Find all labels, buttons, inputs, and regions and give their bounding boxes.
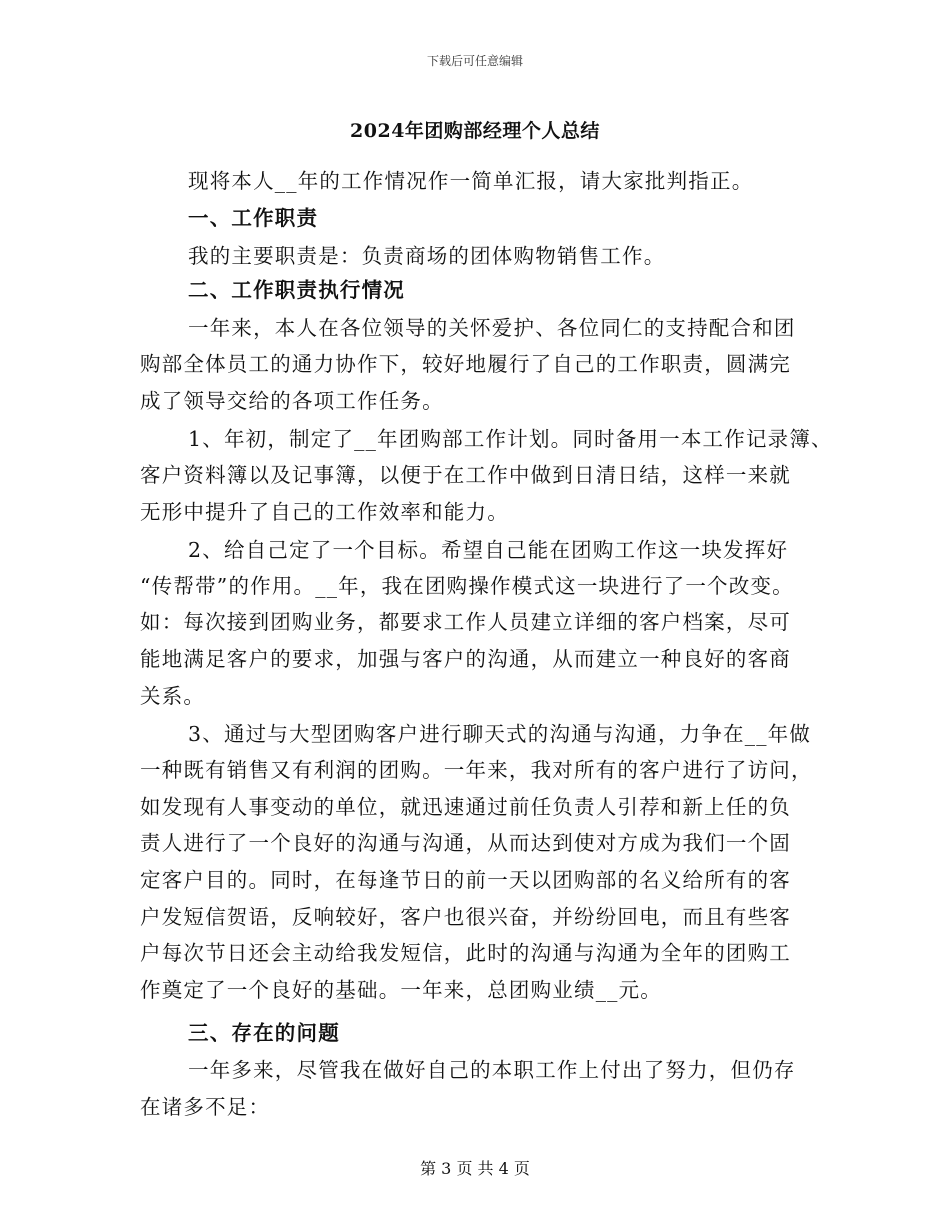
paragraph-line: 现将本人__年的工作情况作一简单汇报，请大家批判指正。 [188, 169, 754, 193]
paragraph-line: 在诸多不足： [140, 1095, 271, 1119]
paragraph-line: 一种既有销售又有利润的团购。一年来，我对所有的客户进行了访问， [140, 758, 813, 782]
paragraph-line: 无形中提升了自己的工作效率和能力。 [140, 500, 509, 524]
paragraph-line: 2、给自己定了一个目标。希望自己能在团购工作这一块发挥好 [188, 538, 789, 562]
paragraph-line: 如发现有人事变动的单位，就迅速通过前任负责人引荐和新上任的负 [140, 795, 791, 819]
paragraph-line: 作奠定了一个良好的基础。一年来，总团购业绩__元。 [140, 978, 662, 1002]
paragraph-line: 关系。 [140, 684, 206, 708]
paragraph-line: 3、通过与大型团购客户进行聊天式的沟通与沟通，力争在__年做 [188, 722, 812, 746]
paragraph-line: 责人进行了一个良好的沟通与沟通，从而达到使对方成为我们一个固 [140, 831, 791, 855]
paragraph-line: 能地满足客户的要求，加强与客户的沟通，从而建立一种良好的客商 [140, 647, 791, 671]
paragraph-line: 户每次节日还会主动给我发短信，此时的沟通与沟通为全年的团购工 [140, 941, 791, 965]
document-title: 2024年团购部经理个人总结 [350, 120, 600, 142]
section-heading: 三、存在的问题 [188, 1021, 340, 1045]
paragraph-line: 一年多来，尽管我在做好自己的本职工作上付出了努力，但仍存 [188, 1058, 796, 1082]
paragraph-line: 我的主要职责是：负责商场的团体购物销售工作。 [188, 244, 666, 268]
paragraph-line: “传帮带”的作用。__年，我在团购操作模式这一块进行了一个改变。 [140, 574, 794, 598]
paragraph-line: 户发短信贺语，反响较好，客户也很兴奋，并纷纷回电，而且有些客 [140, 905, 791, 929]
paragraph-line: 1、年初，制定了__年团购部工作计划。同时备用一本工作记录簿、 [188, 427, 833, 451]
page-number-footer: 第 3 页 共 4 页 [420, 1159, 530, 1178]
paragraph-line: 购部全体员工的通力协作下，较好地履行了自己的工作职责，圆满完 [140, 352, 791, 376]
paragraph-line: 成了领导交给的各项工作任务。 [140, 389, 444, 413]
paragraph-line: 如：每次接到团购业务，都要求工作人员建立详细的客户档案，尽可 [140, 610, 791, 634]
section-heading: 一、工作职责 [188, 206, 319, 230]
page-header-note: 下载后可任意编辑 [426, 54, 523, 68]
paragraph-line: 客户资料簿以及记事簿，以便于在工作中做到日清日结，这样一来就 [140, 463, 791, 487]
paragraph-line: 定客户目的。同时，在每逢节日的前一天以团购部的名义给所有的客 [140, 868, 791, 892]
paragraph-line: 一年来，本人在各位领导的关怀爱护、各位同仁的支持配合和团 [188, 316, 796, 340]
section-heading: 二、工作职责执行情况 [188, 278, 405, 302]
